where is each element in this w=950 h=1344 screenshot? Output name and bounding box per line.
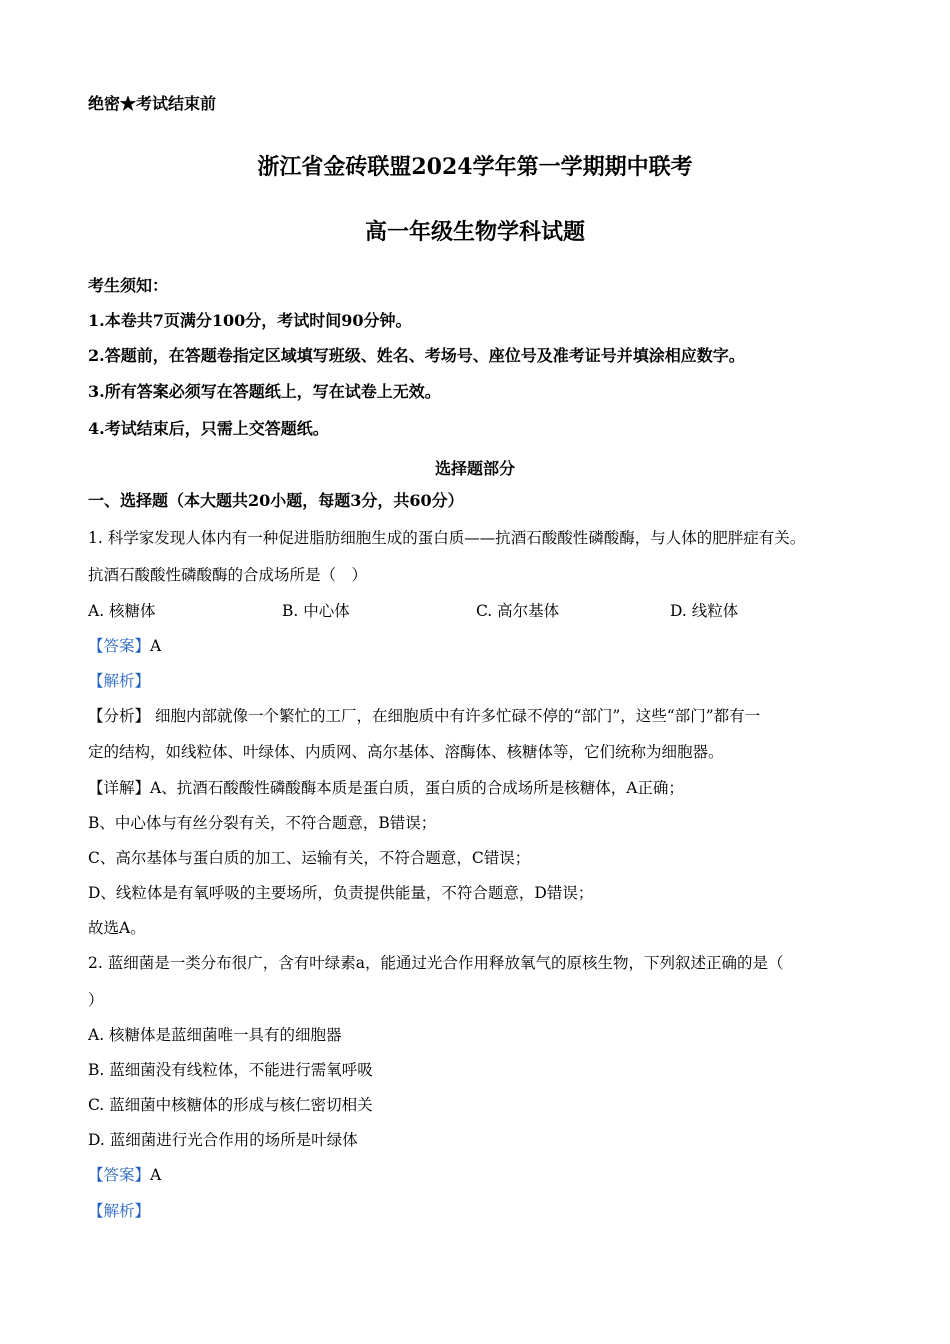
q1-detail-text-1: A、抗酒石酸酸性磷酸酶本质是蛋白质，蛋白质的合成场所是核糖体，A正确； [150, 779, 684, 797]
q1-answer-tag: 【答案】 [88, 637, 151, 655]
q1-option-c: C. 高尔基体 [476, 602, 560, 620]
q2-option-a: A. 核糖体是蓝细菌唯一具有的细胞器 [88, 1026, 342, 1044]
q2-answer-value: A [150, 1166, 162, 1184]
q1-stem-line-2: 抗酒石酸酸性磷酸酶的合成场所是（ ） [88, 566, 368, 584]
q1-detail-tag: 【详解】 [88, 779, 151, 797]
q1-answer-value: A [150, 637, 162, 655]
q1-option-a: A. 核糖体 [88, 602, 156, 620]
q1-detail-line-1 [88, 778, 684, 798]
q1-answer [88, 636, 161, 656]
notice-item-3: 3.所有答案必须写在答题纸上，写在试卷上无效。 [88, 382, 441, 401]
secret-label: 绝密★考试结束前 [88, 94, 217, 113]
q1-detail-line-2: B、中心体与有丝分裂有关，不符合题意，B错误； [88, 814, 437, 832]
q2-option-b: B. 蓝细菌没有线粒体，不能进行需氧呼吸 [88, 1061, 373, 1079]
q2-option-d: D. 蓝细菌进行光合作用的场所是叶绿体 [88, 1131, 358, 1149]
notice-item-1: 1.本卷共7页满分100分，考试时间90分钟。 [88, 311, 412, 330]
part-title: 选择题部分 [434, 459, 515, 478]
q1-stem-line-1: 1. 科学家发现人体内有一种促进脂肪细胞生成的蛋白质——抗酒石酸酸性磷酸酶，与人体的肥胖症有关。 [88, 529, 806, 547]
exam-title: 浙江省金砖联盟2024学年第一学期期中联考 [257, 154, 693, 180]
q1-conclusion: 故选A。 [88, 919, 146, 937]
section-heading: 一、选择题（本大题共20小题，每题3分，共60分） [88, 491, 464, 510]
notice-item-2: 2.答题前，在答题卷指定区域填写班级、姓名、考场号、座位号及准考证号并填涂相应数字。 [88, 346, 745, 365]
notice-item-4: 4.考试结束后，只需上交答题纸。 [88, 419, 329, 438]
q1-option-b: B. 中心体 [282, 602, 350, 620]
q1-fenxi-tag: 【分析】 [88, 707, 151, 725]
q2-option-c: C. 蓝细菌中核糖体的形成与核仁密切相关 [88, 1096, 373, 1114]
q1-analysis-tag: 【解析】 [88, 672, 151, 690]
q1-option-d: D. 线粒体 [670, 602, 739, 620]
q2-answer [88, 1165, 161, 1185]
q1-detail-line-3: C、高尔基体与蛋白质的加工、运输有关，不符合题意，C错误； [88, 849, 531, 867]
q2-stem-line-1: 2. 蓝细菌是一类分布很广，含有叶绿素a，能通过光合作用释放氧气的原核生物，下列叙述正确的是（ [88, 954, 784, 972]
q1-fenxi-line-2: 定的结构，如线粒体、叶绿体、内质网、高尔基体、溶酶体、核糖体等，它们统称为细胞器。 [88, 743, 724, 761]
notice-heading: 考生须知： [88, 276, 169, 295]
q1-fenxi-line-1 [88, 706, 760, 726]
q2-stem-line-2: ） [88, 991, 104, 1009]
q1-detail-line-4: D、线粒体是有氧呼吸的主要场所，负责提供能量，不符合题意，D错误； [88, 884, 594, 902]
q1-fenxi-text-1: 细胞内部就像一个繁忙的工厂，在细胞质中有许多忙碌不停的“部门”，这些“部门”都有一 [150, 707, 761, 725]
q2-answer-tag: 【答案】 [88, 1166, 151, 1184]
q2-analysis-tag: 【解析】 [88, 1202, 151, 1220]
exam-subtitle: 高一年级生物学科试题 [364, 219, 585, 245]
